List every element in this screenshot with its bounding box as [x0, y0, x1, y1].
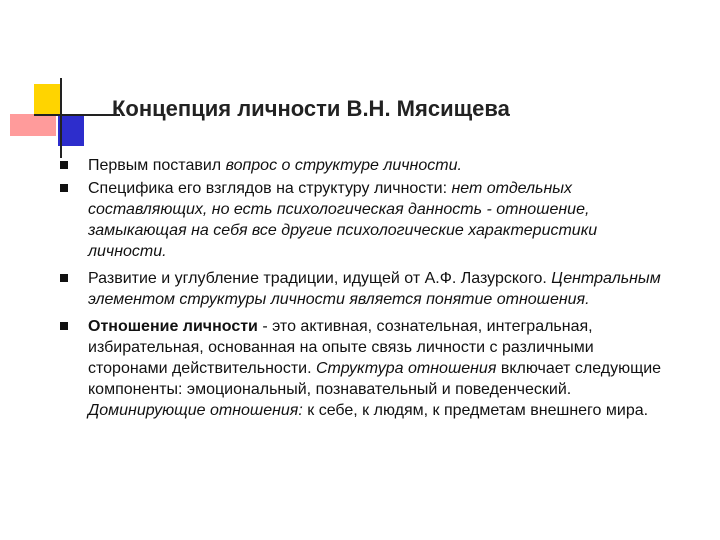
bullet-text [88, 178, 670, 262]
bullet-item-4 [60, 316, 670, 421]
red-square [10, 114, 56, 136]
square-bullet-icon [60, 322, 68, 330]
bullet-text [88, 268, 670, 310]
slide-title: Концепция личности В.Н. Мясищева [112, 96, 510, 121]
square-bullet-icon [60, 274, 68, 282]
text-run: вопрос о структуре личности. [225, 157, 462, 174]
bullet-text [88, 316, 670, 421]
text-run: Структура отношения [315, 360, 497, 377]
text-run: включает следующие компоненты: эмоциональный, познавательный и поведенческий. [88, 360, 662, 398]
text-run: Центральным элементом структуры личности является понятие отношения. [88, 270, 661, 308]
decorative-logo [0, 0, 120, 160]
bullet-text [88, 155, 670, 176]
bullet-list [60, 155, 670, 427]
vertical-line [60, 78, 62, 158]
square-bullet-icon [60, 184, 68, 192]
bullet-item-3 [60, 268, 670, 310]
text-run: к себе, к людям, к предметам внешнего мира. [302, 402, 649, 419]
text-run: Специфика его взглядов на структуру личности: [88, 180, 452, 197]
text-run: Первым поставил [88, 157, 226, 174]
bullet-item-1 [60, 155, 670, 176]
horizontal-line [34, 114, 120, 116]
text-run: нет отдельных составляющих, но есть психологическая данность - отношение, замыкающая на себя все другие психологические характеристики личности. [88, 180, 598, 260]
bullet-item-2 [60, 178, 670, 262]
yellow-square [34, 84, 62, 116]
text-run: - это активная, сознательная, интегральная, избирательная, основанная на опыте связь личности с различными сторонами действительности. [88, 318, 594, 377]
text-run: Доминирующие отношения: [88, 402, 303, 419]
text-run: Отношение личности [88, 318, 258, 335]
text-run: Развитие и углубление традиции, идущей от А.Ф. Лазурского. [88, 270, 552, 287]
square-bullet-icon [60, 161, 68, 169]
